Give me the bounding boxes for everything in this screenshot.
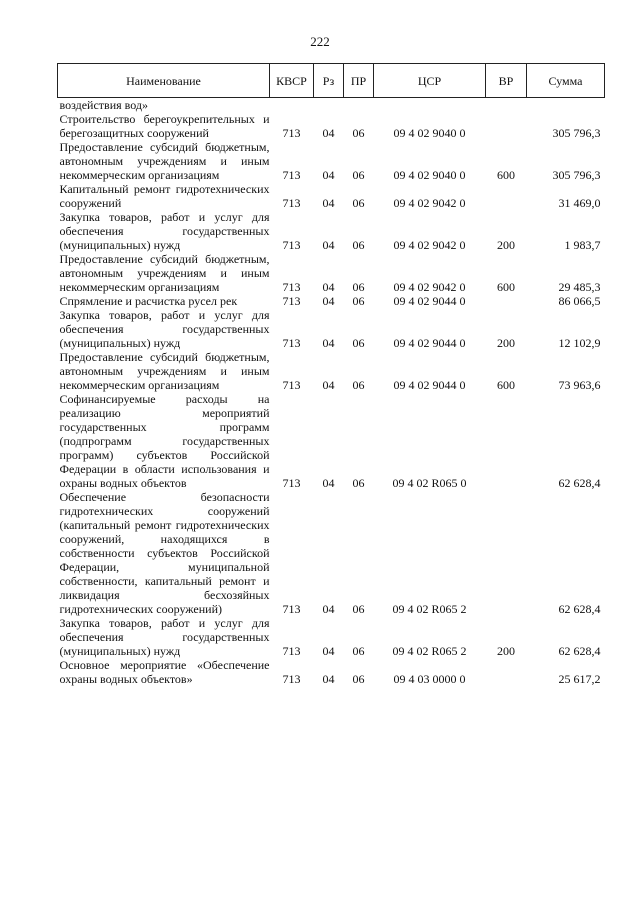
row-csr: 09 4 02 9044 0 xyxy=(393,294,466,308)
row-rz: 04 xyxy=(322,238,335,252)
table-row xyxy=(58,140,605,182)
row-name: Предоставление субсидий бюджетным, автономным учреждениям и иным некоммерческим организациям xyxy=(59,350,270,392)
row-csr: 09 4 02 9042 0 xyxy=(393,238,466,252)
row-kvsr: 713 xyxy=(282,644,301,658)
header-rz: Рз xyxy=(314,64,344,98)
row-pr: 06 xyxy=(352,280,365,294)
row-sum: 305 796,3 xyxy=(552,126,601,140)
row-sum: 31 469,0 xyxy=(558,196,601,210)
row-rz: 04 xyxy=(322,336,335,350)
row-pr xyxy=(344,98,374,113)
table-row xyxy=(58,616,605,658)
row-csr: 09 4 03 0000 0 xyxy=(393,672,466,686)
row-rz: 04 xyxy=(322,126,335,140)
header-sum: Сумма xyxy=(527,64,605,98)
row-kvsr: 713 xyxy=(282,336,301,350)
row-vr: 600 xyxy=(497,378,515,392)
row-name: Предоставление субсидий бюджетным, автономным учреждениям и иным некоммерческим организациям xyxy=(59,140,270,182)
row-vr: 200 xyxy=(497,336,515,350)
row-pr: 06 xyxy=(352,238,365,252)
row-pr: 06 xyxy=(352,672,365,686)
row-pr: 06 xyxy=(352,294,365,308)
row-vr xyxy=(486,392,527,490)
header-name: Наименование xyxy=(58,64,270,98)
row-csr: 09 4 02 9040 0 xyxy=(393,126,466,140)
row-vr xyxy=(486,490,527,616)
row-rz: 04 xyxy=(322,644,335,658)
row-sum: 29 485,3 xyxy=(558,280,601,294)
row-csr xyxy=(374,98,486,113)
row-name: Капитальный ремонт гидротехнических сооружений xyxy=(59,182,270,210)
row-sum: 62 628,4 xyxy=(558,476,601,490)
row-vr: 200 xyxy=(497,644,515,658)
row-kvsr: 713 xyxy=(282,126,301,140)
row-pr: 06 xyxy=(352,126,365,140)
row-sum: 62 628,4 xyxy=(558,644,601,658)
row-kvsr xyxy=(270,98,314,113)
table-row xyxy=(58,308,605,350)
header-vr: ВР xyxy=(486,64,527,98)
row-sum xyxy=(527,98,605,113)
table-header-row xyxy=(58,64,605,98)
row-kvsr: 713 xyxy=(282,672,301,686)
row-rz: 04 xyxy=(322,168,335,182)
row-rz xyxy=(314,98,344,113)
table-row xyxy=(58,350,605,392)
row-pr: 06 xyxy=(352,168,365,182)
row-sum: 1 983,7 xyxy=(564,238,601,252)
row-vr xyxy=(486,112,527,140)
row-name: Основное мероприятие «Обеспечение охраны водных объектов» xyxy=(59,658,270,686)
row-name: Закупка товаров, работ и услуг для обеспечения государственных (муниципальных) нужд xyxy=(59,210,270,252)
row-csr: 09 4 02 R065 2 xyxy=(392,644,467,658)
table-row xyxy=(58,490,605,616)
row-sum: 25 617,2 xyxy=(558,672,601,686)
row-kvsr: 713 xyxy=(282,196,301,210)
row-kvsr: 713 xyxy=(282,280,301,294)
row-kvsr: 713 xyxy=(282,378,301,392)
row-csr: 09 4 02 9040 0 xyxy=(393,168,466,182)
row-rz: 04 xyxy=(322,196,335,210)
row-kvsr: 713 xyxy=(282,238,301,252)
row-name: Закупка товаров, работ и услуг для обеспечения государственных (муниципальных) нужд xyxy=(59,616,270,658)
row-vr xyxy=(486,294,527,308)
row-pr: 06 xyxy=(352,378,365,392)
row-rz: 04 xyxy=(322,476,335,490)
row-name: Софинансируемые расходы на реализацию мероприятий государственных программ (подпрограмм государственных программ) субъектов Российской Федерации в области использования и охраны водных объектов xyxy=(59,392,270,490)
row-rz: 04 xyxy=(322,280,335,294)
row-pr: 06 xyxy=(352,476,365,490)
row-sum: 305 796,3 xyxy=(552,168,601,182)
row-pr: 06 xyxy=(352,644,365,658)
table-row xyxy=(58,392,605,490)
table-body xyxy=(58,98,605,687)
row-name: Обеспечение безопасности гидротехнических сооружений (капитальный ремонт гидротехнических сооружений, находящихся в собственности субъектов Российской Федерации, муниципальной собственности, капитальный ремонт и ликвидация бесхозяйных гидротехнических сооружений) xyxy=(59,490,270,616)
row-csr: 09 4 02 9044 0 xyxy=(393,336,466,350)
row-vr xyxy=(486,182,527,210)
table-row xyxy=(58,98,605,113)
table-row xyxy=(58,294,605,308)
row-vr: 600 xyxy=(497,280,515,294)
row-pr: 06 xyxy=(352,196,365,210)
row-name: Закупка товаров, работ и услуг для обеспечения государственных (муниципальных) нужд xyxy=(59,308,270,350)
row-sum: 12 102,9 xyxy=(558,336,601,350)
row-csr: 09 4 02 R065 0 xyxy=(392,476,467,490)
row-sum: 86 066,5 xyxy=(558,294,601,308)
table-row xyxy=(58,210,605,252)
row-csr: 09 4 02 9042 0 xyxy=(393,196,466,210)
row-csr: 09 4 02 9044 0 xyxy=(393,378,466,392)
row-name: воздействия вод» xyxy=(59,98,148,112)
row-rz: 04 xyxy=(322,602,335,616)
row-pr: 06 xyxy=(352,602,365,616)
row-csr: 09 4 02 9042 0 xyxy=(393,280,466,294)
row-pr: 06 xyxy=(352,336,365,350)
row-vr xyxy=(486,98,527,113)
row-vr: 200 xyxy=(497,238,515,252)
header-pr: ПР xyxy=(344,64,374,98)
table-row xyxy=(58,182,605,210)
budget-table xyxy=(57,63,605,686)
row-kvsr: 713 xyxy=(282,602,301,616)
row-rz: 04 xyxy=(322,294,335,308)
row-name: Спрямление и расчистка русел рек xyxy=(59,294,238,308)
table-row xyxy=(58,658,605,686)
row-sum: 62 628,4 xyxy=(558,602,601,616)
row-kvsr: 713 xyxy=(282,168,301,182)
row-csr: 09 4 02 R065 2 xyxy=(392,602,467,616)
table-row xyxy=(58,112,605,140)
table-row xyxy=(58,252,605,294)
row-sum: 73 963,6 xyxy=(558,378,601,392)
page-number: 222 xyxy=(310,34,330,49)
row-kvsr: 713 xyxy=(282,294,301,308)
header-kvsr: КВСР xyxy=(270,64,314,98)
row-vr: 600 xyxy=(497,168,515,182)
row-vr xyxy=(486,658,527,686)
row-name: Строительство берегоукрепительных и берегозащитных сооружений xyxy=(59,112,270,140)
row-rz: 04 xyxy=(322,672,335,686)
row-name: Предоставление субсидий бюджетным, автономным учреждениям и иным некоммерческим организациям xyxy=(59,252,270,294)
header-csr: ЦСР xyxy=(374,64,486,98)
row-kvsr: 713 xyxy=(282,476,301,490)
row-rz: 04 xyxy=(322,378,335,392)
